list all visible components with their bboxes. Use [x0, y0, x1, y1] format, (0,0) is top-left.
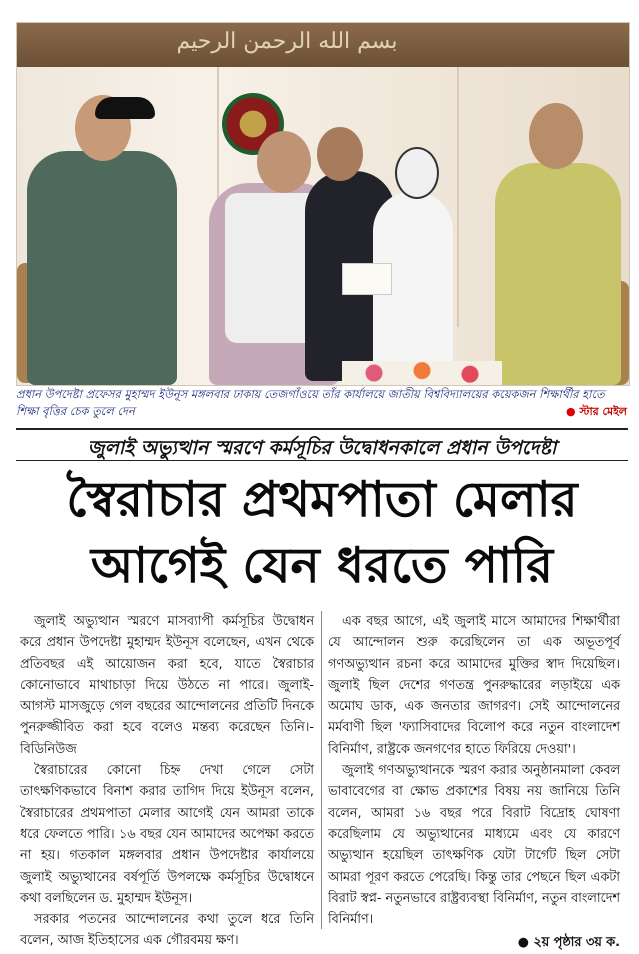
- continued-link[interactable]: ● ২য় পৃষ্ঠার ৩য় ক.: [517, 935, 620, 951]
- wall-panel: [17, 23, 629, 67]
- paragraph: এক বছর আগে, এই জুলাই মাসে আমাদের শিক্ষার্থীরা যে আন্দোলন শুরু করেছিলেন তা এক অভূতপূর্ব গণঅভ্যুত্থান রচনা করে আমাদের মুক্তির স্বাদ দিয়েছিল। জুলাই ছিল দেশের গণতন্ত্র পুনরুদ্ধারের লড়াইয়ে এক অমোঘ ডাক, এক জনতার জাগরণ। সেই আন্দোলনের মর্মবাণী ছিল 'ফ্যাসিবাদের বিলোপ করে নতুন বাংলাদেশ বিনির্মাণ, রাষ্ট্রকে জনগণের হাতে ফিরিয়ে দেওয়া'।: [328, 614, 620, 757]
- flower-arrangement: [342, 361, 502, 385]
- news-photo: [16, 22, 630, 386]
- headline-line-1: স্বৈরাচার প্রথমপাতা মেলার: [66, 471, 578, 528]
- paragraph: স্বৈরাচারের কোনো চিহ্ন দেখা গেলে সেটা তাৎক্ষণিকভাবে বিনাশ করার তাগিদ দিয়ে ইউনূস বলেন, স্বৈরাচারের প্রথমপাতা মেলার আগেই যেন আমরা তাকে ধরে ফেলতে পারি। ১৬ বছর যেন আমাদের অপেক্ষা করতে না হয়। গতকাল মঙ্গলবার প্রধান উপদেষ্টার কার্যালয়ে জুলাই অভ্যুত্থানের বর্ষপূর্তি উপলক্ষে কর্মসূচির উদ্বোধনে কথা বলছিলেন ড. মুহাম্মদ ইউনূস।: [20, 763, 314, 906]
- kicker: জুলাই অভ্যুত্থান স্মরণে কর্মসূচির উদ্বোধনকালে প্রধান উপদেষ্টা: [87, 437, 557, 459]
- photo-credit: ● স্টার মেইল: [566, 405, 627, 418]
- paragraph: জুলাই অভ্যুত্থান স্মরণে মাসব্যাপী কর্মসূচির উদ্বোধন করে প্রধান উপদেষ্টা মুহাম্মদ ইউনূস বলেছেন, এখন থেকে প্রতিবছর এই আয়োজন করা হবে, যাতে স্বৈরাচার কোনোভাবে মাথাচাড়া দিয়ে উঠতে না পারে। জুলাই-আগস্ট মাসজুড়ে গেল বছরের আন্দোলনের প্রতিটি দিনকে পুনরুজ্জীবিত করা হবে বলেও মন্তব্য করেছেন তিনি।-বিডিনিউজ: [20, 614, 314, 757]
- paragraph: সরকার পতনের আন্দোলনের কথা তুলে ধরে তিনি বলেন, আজ ইতিহাসের এক গৌরবময় ক্ষণ।: [20, 912, 314, 949]
- person-right: [495, 163, 621, 385]
- wall-calligraphy: بسم الله الرحمن الرحيم: [176, 29, 398, 54]
- cheque: [342, 263, 392, 295]
- divider: [16, 460, 628, 461]
- person-left: [27, 151, 177, 385]
- headline-line-2: আগেই যেন ধরতে পারি: [90, 537, 554, 594]
- article-column-2: [328, 611, 620, 954]
- article-column-1: [20, 611, 314, 952]
- column-divider: [321, 611, 322, 929]
- paragraph: জুলাই গণঅভ্যুত্থানকে স্মরণ করার অনুষ্ঠানমালা কেবল ভাবাবেগের বা ক্ষোভ প্রকাশের বিষয় নয় জানিয়ে তিনি বলেন, আমরা ১৬ বছর পরে বিরাট বিদ্রোহ ঘোষণা করেছিলাম যে অভ্যুত্থানের মাধ্যমে এবং যে কারণে অভ্যুত্থান হয়েছিল তাৎক্ষণিক যেটা টার্গেট ছিল সেটা আমরা পূরণ করতে পেরেছি। কিন্তু তার পেছনে ছিল একটা বিরাট স্বপ্ন- নতুনভাবে রাষ্ট্রব্যবস্থা বিনির্মাণ, নতুন বাংলাদেশ বিনির্মাণ।: [328, 763, 620, 928]
- cap-icon: [95, 97, 155, 119]
- photo-caption: প্রধান উপদেষ্টা প্রফেসর মুহাম্মদ ইউনূস মঙ্গলবার ঢাকায় তেজগাঁওয়ে তাঁর কার্যালয়ে জাতীয় বিশ্ববিদ্যালয়ের কয়েকজন শিক্ষার্থীর হাতে শিক্ষা বৃত্তির চেক তুলে দেন: [16, 387, 605, 418]
- divider: [16, 428, 628, 430]
